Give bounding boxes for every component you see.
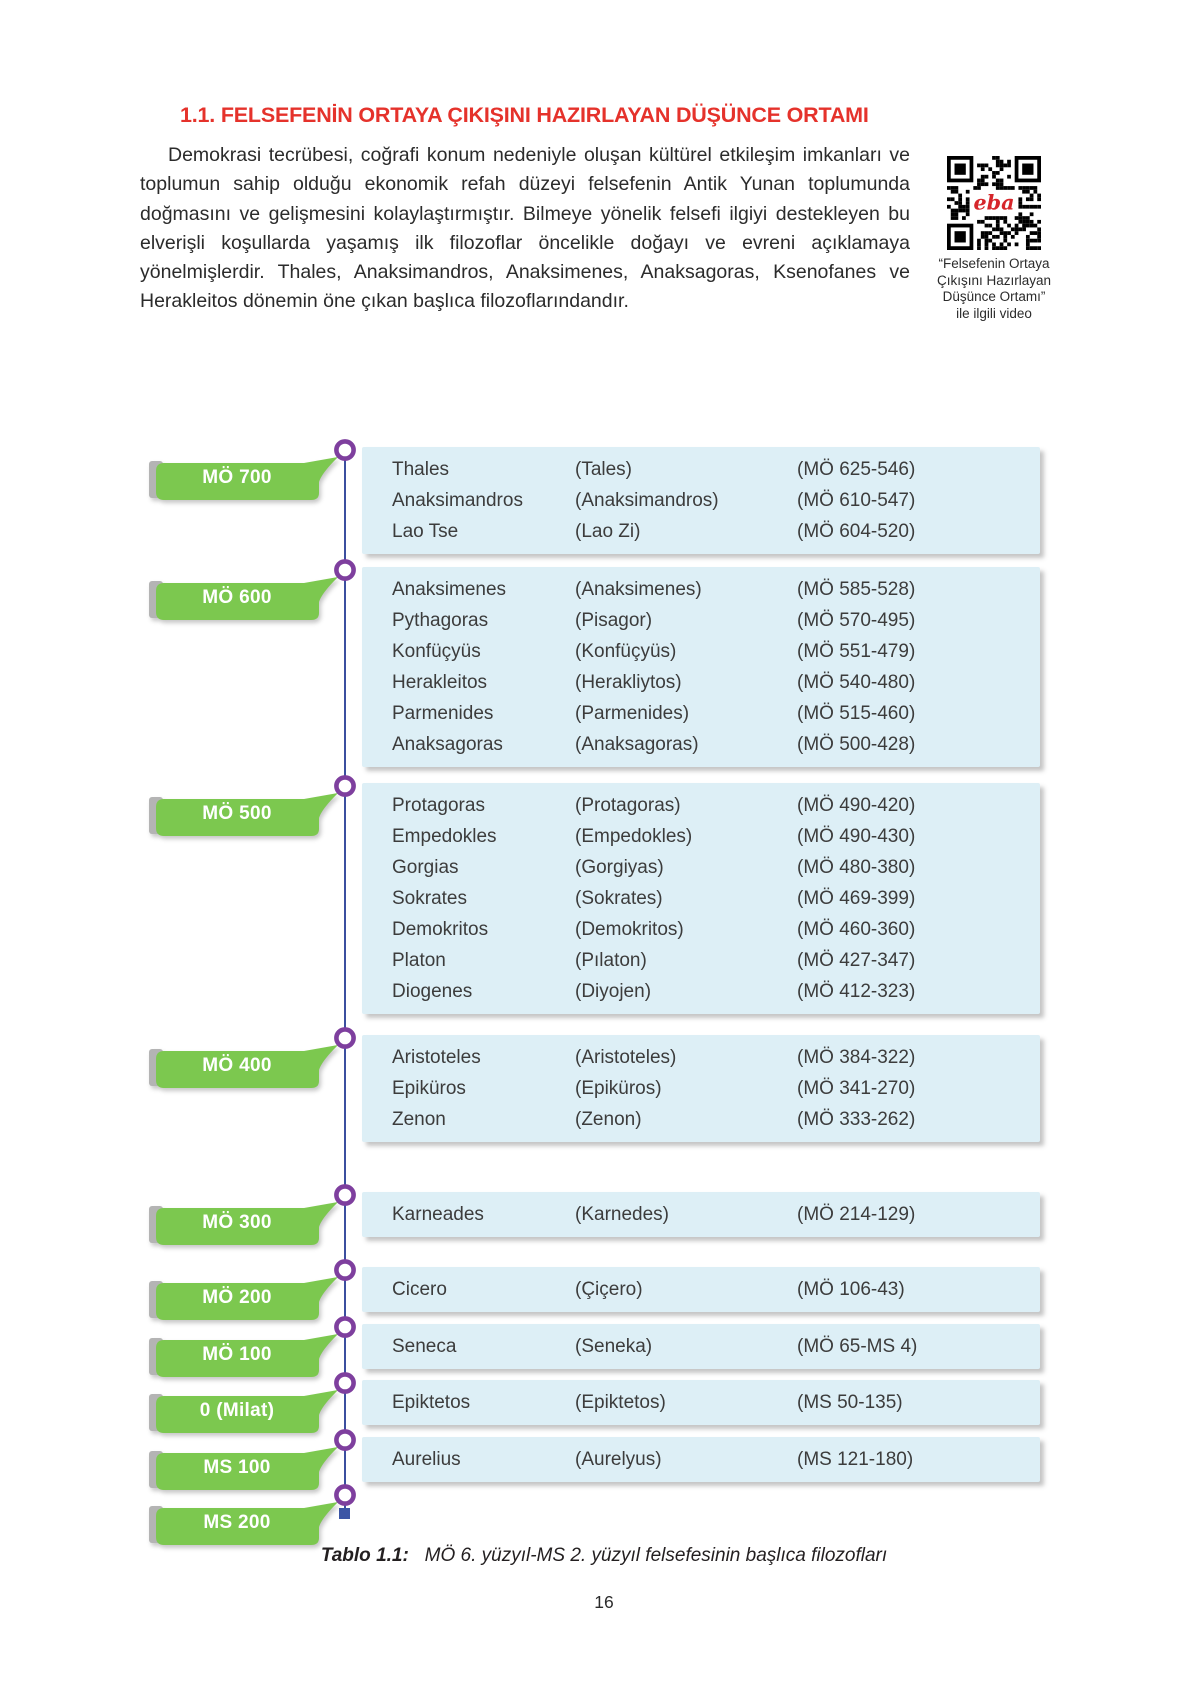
philosopher-name: Aristoteles — [392, 1047, 481, 1068]
philosopher-dates: (MS 121-180) — [797, 1449, 914, 1470]
philosopher-name: Protagoras — [392, 795, 485, 816]
philosopher-turkish-name: (Seneka) — [575, 1336, 653, 1357]
timeline-node-icon — [331, 1256, 359, 1284]
philosopher-turkish-name: (Parmenides) — [575, 703, 690, 724]
philosopher-row — [362, 729, 1040, 760]
philosopher-table — [362, 783, 1040, 1014]
philosopher-row — [362, 790, 1040, 821]
philosopher-name: Pythagoras — [392, 610, 489, 631]
philosopher-row — [362, 976, 1040, 1007]
philosopher-row — [362, 1042, 1040, 1073]
philosopher-dates: (MÖ 540-480) — [797, 672, 916, 693]
period-label: MS 100 — [203, 1457, 271, 1478]
table-caption-text: MÖ 6. yüzyıl-MS 2. yüzyıl felsefesinin başlıca filozofları — [424, 1545, 888, 1566]
page-number: 16 — [594, 1592, 614, 1612]
timeline-period-ribbon — [146, 1501, 340, 1547]
philosopher-name: Demokritos — [392, 919, 489, 940]
philosopher-dates: (MÖ 214-129) — [797, 1204, 916, 1225]
philosopher-dates: (MÖ 106-43) — [797, 1279, 905, 1300]
philosopher-row — [362, 852, 1040, 883]
philosopher-turkish-name: (Pisagor) — [575, 610, 653, 631]
qr-caption-line: ile ilgili video — [956, 305, 1032, 321]
philosopher-name: Karneades — [392, 1204, 484, 1225]
qr-caption-line: Çıkışını Hazırlayan — [936, 272, 1052, 288]
philosopher-dates: (MÖ 333-262) — [797, 1109, 916, 1130]
timeline-period-ribbon — [146, 1044, 340, 1090]
philosopher-turkish-name: (Gorgiyas) — [575, 857, 664, 878]
philosopher-name: Anaksagoras — [392, 734, 503, 755]
philosopher-dates: (MÖ 625-546) — [797, 459, 916, 480]
timeline-period-ribbon — [146, 1446, 340, 1492]
timeline-node-icon — [331, 1481, 359, 1509]
period-label: MÖ 300 — [202, 1212, 272, 1233]
philosopher-turkish-name: (Anaksimenes) — [575, 579, 702, 600]
philosopher-table — [362, 1324, 1040, 1369]
period-label: MÖ 100 — [202, 1344, 272, 1365]
philosopher-table — [362, 1192, 1040, 1237]
timeline-node-icon — [331, 1426, 359, 1454]
timeline-period-ribbon — [146, 456, 340, 502]
philosopher-dates: (MÖ 551-479) — [797, 641, 916, 662]
timeline-node-icon — [331, 1369, 359, 1397]
philosopher-dates: (MÖ 490-420) — [797, 795, 916, 816]
philosopher-row — [362, 883, 1040, 914]
philosopher-turkish-name: (Tales) — [575, 459, 633, 480]
philosopher-name: Empedokles — [392, 826, 497, 847]
philosopher-dates: (MÖ 460-360) — [797, 919, 916, 940]
philosopher-dates: (MÖ 480-380) — [797, 857, 916, 878]
philosopher-row — [362, 605, 1040, 636]
philosopher-dates: (MÖ 384-322) — [797, 1047, 916, 1068]
philosopher-name: Herakleitos — [392, 672, 488, 693]
philosopher-dates: (MÖ 585-528) — [797, 579, 916, 600]
timeline-period-ribbon — [146, 576, 340, 622]
philosopher-table — [362, 567, 1040, 767]
philosopher-dates: (MÖ 570-495) — [797, 610, 916, 631]
timeline-period-ribbon — [146, 1389, 340, 1435]
philosopher-turkish-name: (Anaksimandros) — [575, 490, 719, 511]
philosopher-name: Platon — [392, 950, 446, 971]
philosopher-dates: (MÖ 341-270) — [797, 1078, 916, 1099]
philosopher-turkish-name: (Diyojen) — [575, 981, 652, 1002]
timeline-node-icon — [331, 772, 359, 800]
eba-logo: eba — [973, 190, 1015, 215]
philosopher-turkish-name: (Aurelyus) — [575, 1449, 662, 1470]
philosopher-row — [362, 485, 1040, 516]
intro-paragraph: Demokrasi tecrübesi, coğrafi konum nedeniyle oluşan kültürel etkileşim imkanları ve toplumun sahip olduğu ekonomik refah düzeyi felsefenin Antik Yunan toplumunda doğmasını ve gelişmesini kolaylaştırmıştır. Bilmeye yönelik felsefi ilgiyi destekleyen bu elverişli koşullarda yaşamış ilk filozoflar öncelikle doğayı ve evreni açıklamaya yönelmişlerdir. Thales, Anaksimandros, Anaksimenes, Anaksagoras, Ksenofanes ve Herakleitos dönemin öne çıkan başlıca filozoflarındandır. — [140, 144, 910, 313]
table-caption — [140, 1545, 1068, 1567]
philosopher-dates: (MÖ 610-547) — [797, 490, 916, 511]
philosopher-turkish-name: (Karnedes) — [575, 1204, 669, 1225]
philosopher-dates: (MÖ 469-399) — [797, 888, 916, 909]
philosopher-name: Parmenides — [392, 703, 494, 724]
philosopher-table — [362, 1035, 1040, 1142]
philosopher-name: Epiktetos — [392, 1392, 471, 1413]
philosopher-row — [362, 1387, 1040, 1418]
period-label: MÖ 200 — [202, 1287, 272, 1308]
period-label: 0 (Milat) — [199, 1400, 275, 1421]
timeline-node-icon — [331, 1024, 359, 1052]
philosopher-dates: (MÖ 500-428) — [797, 734, 916, 755]
philosopher-row — [362, 1444, 1040, 1475]
philosopher-dates: (MÖ 427-347) — [797, 950, 916, 971]
timeline-axis — [344, 450, 346, 1516]
philosopher-name: Anaksimandros — [392, 490, 523, 511]
timeline-node-icon — [331, 436, 359, 464]
philosopher-name: Seneca — [392, 1336, 457, 1357]
philosopher-row — [362, 636, 1040, 667]
philosopher-turkish-name: (Demokritos) — [575, 919, 684, 940]
timeline-node-icon — [331, 1181, 359, 1209]
period-label: MÖ 400 — [202, 1055, 272, 1076]
philosopher-row — [362, 516, 1040, 547]
philosopher-name: Cicero — [392, 1279, 447, 1300]
philosopher-name: Diogenes — [392, 981, 473, 1002]
philosopher-table — [362, 1380, 1040, 1425]
philosopher-row — [362, 1199, 1040, 1230]
period-label: MÖ 500 — [202, 803, 272, 824]
philosopher-row — [362, 821, 1040, 852]
philosopher-name: Lao Tse — [392, 521, 459, 542]
philosopher-name: Anaksimenes — [392, 579, 507, 600]
philosopher-row — [362, 1274, 1040, 1305]
timeline-node-icon — [331, 1313, 359, 1341]
philosopher-row — [362, 914, 1040, 945]
philosopher-name: Konfüçyüs — [392, 641, 481, 662]
timeline-node-icon — [331, 556, 359, 584]
philosopher-dates: (MÖ 65-MS 4) — [797, 1336, 918, 1357]
philosopher-turkish-name: (Lao Zi) — [575, 521, 641, 542]
philosopher-row — [362, 1104, 1040, 1135]
philosopher-dates: (MS 50-135) — [797, 1392, 903, 1413]
philosopher-dates: (MÖ 515-460) — [797, 703, 916, 724]
philosopher-turkish-name: (Çiçero) — [575, 1279, 643, 1300]
philosopher-row — [362, 454, 1040, 485]
philosopher-row — [362, 698, 1040, 729]
philosopher-turkish-name: (Epiktetos) — [575, 1392, 666, 1413]
philosopher-name: Thales — [392, 459, 450, 480]
timeline-end-square-icon — [339, 1508, 350, 1519]
timeline-period-ribbon — [146, 792, 340, 838]
philosopher-turkish-name: (Sokrates) — [575, 888, 663, 909]
table-caption-label: Tablo 1.1: — [320, 1545, 409, 1566]
philosopher-row — [362, 1073, 1040, 1104]
qr-caption-line: “Felsefenin Ortaya — [938, 256, 1050, 271]
philosopher-table — [362, 1437, 1040, 1482]
philosopher-turkish-name: (Pılaton) — [575, 950, 647, 971]
philosopher-row — [362, 667, 1040, 698]
philosopher-turkish-name: (Herakliytos) — [575, 672, 682, 693]
philosopher-dates: (MÖ 604-520) — [797, 521, 916, 542]
timeline-period-ribbon — [146, 1333, 340, 1379]
philosopher-turkish-name: (Anaksagoras) — [575, 734, 699, 755]
philosopher-name: Epiküros — [392, 1078, 466, 1099]
philosopher-row — [362, 574, 1040, 605]
philosopher-table — [362, 1267, 1040, 1312]
philosopher-turkish-name: (Empedokles) — [575, 826, 693, 847]
period-label: MS 200 — [203, 1512, 271, 1533]
page-title: 1.1. FELSEFENİN ORTAYA ÇIKIŞINI HAZIRLAYAN DÜŞÜNCE ORTAMI — [180, 103, 869, 127]
philosopher-name: Aurelius — [392, 1449, 461, 1470]
philosopher-dates: (MÖ 412-323) — [797, 981, 916, 1002]
timeline-period-ribbon — [146, 1276, 340, 1322]
period-label: MÖ 600 — [202, 587, 272, 608]
timeline-period-ribbon — [146, 1201, 340, 1247]
qr-caption-line: Düşünce Ortamı” — [942, 289, 1046, 304]
period-label: MÖ 700 — [202, 467, 272, 488]
philosopher-name: Sokrates — [392, 888, 467, 909]
philosopher-name: Gorgias — [392, 857, 459, 878]
philosopher-row — [362, 945, 1040, 976]
philosopher-turkish-name: (Zenon) — [575, 1109, 642, 1130]
philosopher-dates: (MÖ 490-430) — [797, 826, 916, 847]
philosopher-turkish-name: (Konfüçyüs) — [575, 641, 677, 662]
philosopher-row — [362, 1331, 1040, 1362]
philosopher-turkish-name: (Protagoras) — [575, 795, 681, 816]
philosopher-name: Zenon — [392, 1109, 446, 1130]
philosopher-table — [362, 447, 1040, 554]
philosopher-turkish-name: (Aristoteles) — [575, 1047, 677, 1068]
philosopher-turkish-name: (Epiküros) — [575, 1078, 662, 1099]
